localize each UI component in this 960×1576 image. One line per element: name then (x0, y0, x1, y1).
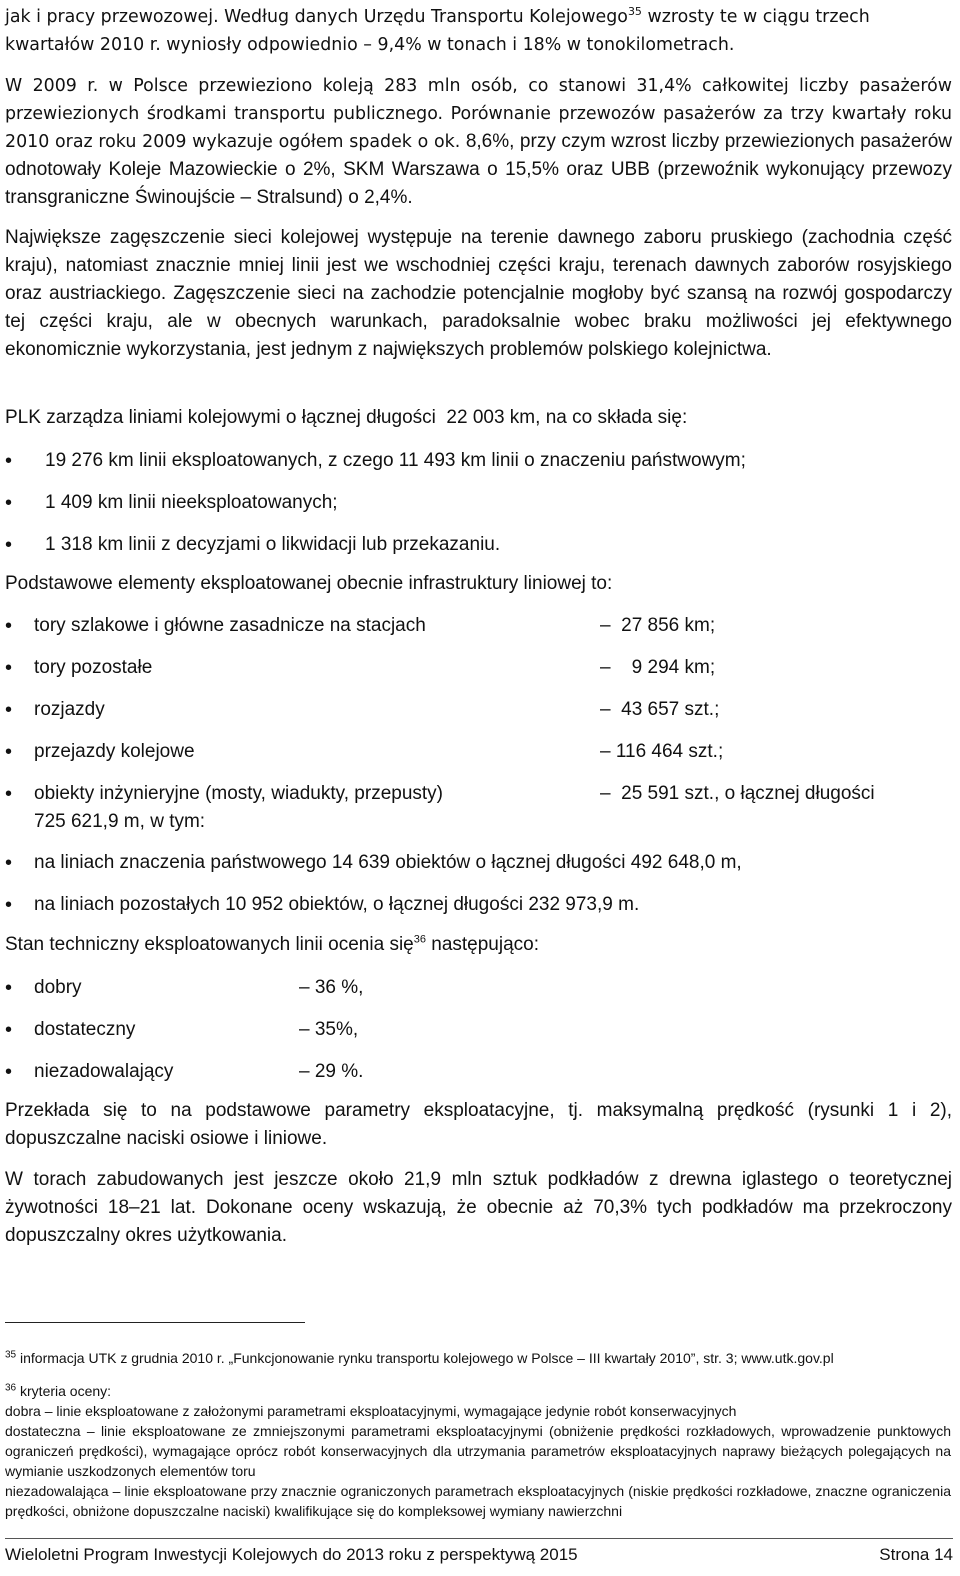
list-engineering-objects (5, 849, 952, 919)
paragraph-plk-lines (5, 404, 952, 432)
list-item (5, 974, 952, 1002)
list-item (5, 696, 952, 724)
list-line-lengths (5, 447, 952, 559)
footnote-number: 36 (5, 1382, 17, 1394)
list-item: • 1 318 km linii z decyzjami o likwidacji lub przekazaniu. (5, 531, 952, 559)
text: następująco: (425, 934, 540, 955)
text: wzrosty te w ciągu trzech (641, 7, 870, 27)
item-label: • niezadowalający (34, 1061, 174, 1082)
footnote-separator (5, 1322, 305, 1323)
paragraph-passengers (5, 72, 952, 212)
item-continuation: 725 621,9 m, w tym: (34, 811, 206, 832)
item-label: • tory szlakowe i główne zasadnicze na stacjach (34, 615, 426, 636)
footer-title: Wieloletni Program Inwestycji Kolejowych do 2013 roku z perspektywą 2015 (5, 1545, 578, 1564)
footnote-criterion-unsatisfactory: niezadowalająca – linie eksploatowane przy znacznie ograniczonych parametrach eksploatacyjnych (niskie prędkości rozkładowe, znaczne ograniczenia prędkości, obniżone dopuszczalne naciski) kwalifikujące się do kompleksowej wymiany nawierzchni (5, 1483, 951, 1519)
text: Przekłada się to na podstawowe parametry eksploatacyjne, tj. maksymalną prędkość (rysunki 1 i 2), dopuszczalne naciski osiowe i liniowe. (5, 1100, 952, 1149)
footnote-ref-36[interactable]: 36 (413, 933, 426, 946)
list-item (5, 1016, 952, 1044)
list-item: • na liniach pozostałych 10 952 obiektów, o łącznej długości 232 973,9 m. (5, 891, 952, 919)
paragraph-infrastructure (5, 570, 952, 598)
footnote-number: 35 (5, 1349, 17, 1361)
footnote-criterion-good: dobra – linie eksploatowane z założonymi parametrami eksploatacyjnymi, wymagające jedynie robót konserwacyjnych (5, 1403, 737, 1419)
item-value: – 27 856 km; (600, 615, 716, 636)
paragraph-network-density (5, 224, 952, 364)
item-label: • przejazdy kolejowe (34, 741, 195, 762)
item-label: • tory pozostałe (34, 657, 153, 678)
text: W torach zabudowanych jest jeszcze około 21,9 mln sztuk podkładów z drewna iglastego o teoretycznej żywotności 18–21 lat. Dokonane oceny wskazują, że obecnie aż 70,3% tych podkładów ma przekroczony dopuszczalny okres użytkowania. (5, 1169, 952, 1246)
list-item: • 1 409 km linii nieeksploatowanych; (5, 489, 952, 517)
text: Największe zagęszczenie sieci kolejowej występuje na terenie dawnego zaboru pruskiego (zachodnia część kraju), natomiast znacznie mniej linii jest we wschodniej części kraju, terenach dawnych zaborów rosyjskiego oraz austriackiego. Zagęszczenie sieci na zachodzie potencjalnie mogłoby być szansą na rozwój gospodarczy tej części kraju, ale w obecnych warunkach, paradoksalnie wobec braku możliwości jej efektywnego ekonomicznie wykorzystania, jest jednym z największych problemów polskiego kolejnictwa. (5, 227, 952, 360)
list-item (5, 780, 952, 808)
list-item: • 19 276 km linii eksploatowanych, z czego 11 493 km linii o znaczeniu państwowym; (5, 447, 952, 475)
footnote-text: informacja UTK z grudnia 2010 r. „Funkcjonowanie rynku transportu kolejowego w Polsce – III kwartały 2010”, str. 3; www.utk.gov.pl (16, 1350, 834, 1366)
item-label: • dostateczny (34, 1019, 136, 1040)
text: 8,6%, przy czym wzrost liczby przewiezionych pasażerów odnotowały Koleje Mazowieckie o 2%, SKM Warszawa o 15,5% oraz UBB (przewoźnik wykonujący przewozy transgraniczne Świnoujście – Stralsund) o 2,4%. (5, 131, 952, 208)
text: W 2009 r. w Polsce przewieziono koleją 283 mln osób, co stanowi 31,4% całkowitej liczby pasażerów przewiezionych środkami transportu publicznego. Porównanie przewozów pasażerów za trzy kwartały roku 2010 oraz roku 2009 wykazuje ogółem spadek o ok. (5, 76, 952, 152)
footnote-text: kryteria oceny: (16, 1383, 112, 1399)
text: PLK zarządza liniami kolejowymi o łącznej długości 22 003 km, na co składa się: (5, 407, 688, 428)
item-value: – 25 591 szt., o łącznej długości (600, 783, 875, 804)
item-value: – 35%, (299, 1019, 359, 1040)
item-value: – 9 294 km; (600, 657, 716, 678)
list-technical-state (5, 974, 952, 1086)
paragraph-sleepers (5, 1166, 952, 1250)
item-value: – 36 %, (299, 977, 364, 998)
list-item (5, 738, 952, 766)
item-value: – 43 657 szt.; (600, 699, 720, 720)
text: Stan techniczny eksploatowanych linii ocenia się (5, 934, 414, 955)
item-value: – 116 464 szt.; (600, 741, 724, 762)
text: kwartałów 2010 r. wyniosły odpowiednio – 9,4% w tonach i 18% w tonokilometrach. (5, 35, 735, 55)
footnote-36 (5, 1381, 951, 1521)
text: Podstawowe elementy eksploatowanej obecnie infrastruktury liniowej to: (5, 573, 613, 594)
paragraph-freight (5, 3, 952, 59)
page-number: Strona 14 (879, 1545, 953, 1564)
item-label: • obiekty inżynieryjne (mosty, wiadukty, przepusty) (34, 783, 444, 804)
footnote-criterion-sufficient: dostateczna – linie eksploatowane ze zmniejszonymi parametrami eksploatacyjnymi (obniżenie prędkości rozkładowych, wprowadzenie punktowych ograniczeń prędkości), wymagające oprócz robót konserwacyjnych dla utrzymania parametrów eksploatacyjnych naprawy bieżących polegających na wymianie uszkodzonych elementów toru (5, 1423, 951, 1479)
item-label: • rozjazdy (34, 699, 105, 720)
list-item: • na liniach znaczenia państwowego 14 639 obiektów o łącznej długości 492 648,0 m, (5, 849, 952, 877)
paragraph-parameters (5, 1097, 952, 1153)
list-infrastructure (5, 612, 952, 836)
list-item (5, 1058, 952, 1086)
text: jak i pracy przewozowej. Według danych Urzędu Transportu Kolejowego (5, 7, 628, 27)
footnote-35 (5, 1348, 951, 1368)
footnote-ref-35[interactable]: 35 (627, 5, 642, 19)
list-item (5, 654, 952, 682)
list-item (5, 612, 952, 640)
item-label: • dobry (34, 977, 82, 998)
paragraph-technical-state (5, 931, 952, 959)
page-footer (5, 1538, 953, 1565)
item-value: – 29 %. (299, 1061, 364, 1082)
